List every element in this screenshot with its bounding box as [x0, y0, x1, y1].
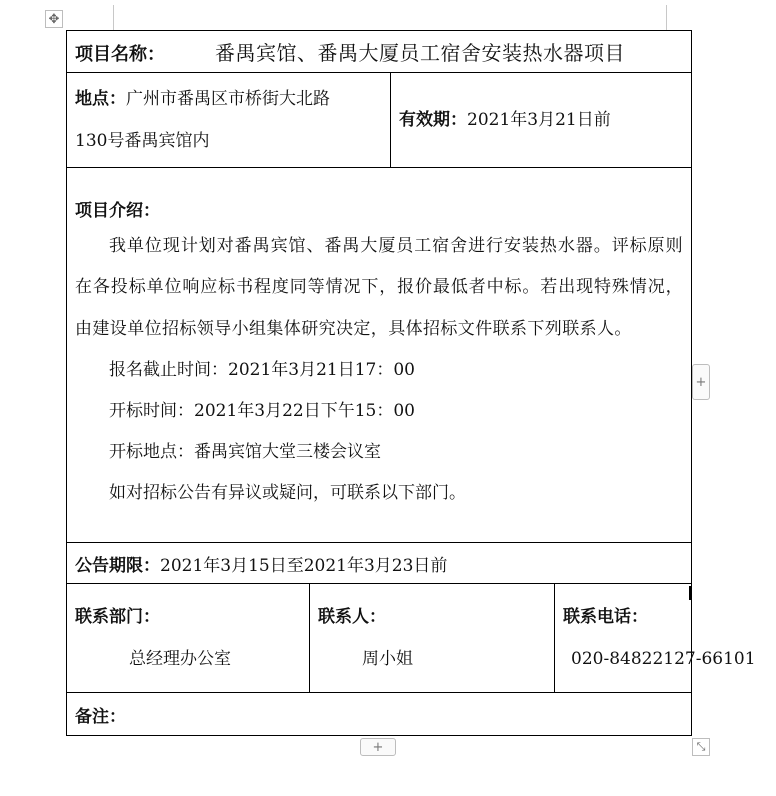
- project-name-value: 番禺宾馆、番禺大厦员工宿舍安装热水器项目: [215, 41, 625, 65]
- contact-dept-label: 联系部门：: [75, 607, 160, 627]
- location-cell[interactable]: [67, 73, 391, 168]
- contact-phone-value: 020-84822127-66101: [571, 649, 756, 669]
- validity-value: 2021年3月21日前: [467, 110, 611, 130]
- remark-cell[interactable]: [67, 693, 692, 736]
- add-row-button[interactable]: [360, 738, 396, 756]
- contact-dept-cell[interactable]: [67, 584, 310, 693]
- intro-cell[interactable]: [67, 168, 692, 543]
- add-column-button[interactable]: [692, 364, 710, 400]
- location-line2: 130号番禺宾馆内: [75, 131, 210, 151]
- margin-mark-top-right: [666, 5, 667, 31]
- move-icon: ✥: [48, 11, 60, 27]
- resize-icon: ⤡: [696, 740, 706, 753]
- notice-period-cell[interactable]: [67, 543, 692, 584]
- location-label: 地点：: [75, 89, 126, 109]
- validity-label: 有效期：: [399, 110, 467, 130]
- notice-period-label: 公告期限：: [75, 555, 160, 576]
- plus-icon: +: [695, 374, 707, 390]
- row-end-marker: [689, 586, 691, 600]
- plus-icon: +: [372, 739, 384, 755]
- bid-opening-place: 开标地点：番禺宾馆大堂三楼会议室: [109, 442, 381, 463]
- contact-person-label: 联系人：: [318, 607, 386, 627]
- intro-paragraph: 我单位现计划对番禺宾馆、番禺大厦员工宿舍进行安装热水器。评标原则在各投标单位响应标书程度同等情况下，报价最低者中标。若出现特殊情况，由建设单位招标领导小组集体研究决定，具体招标文件联系下列联系人。: [75, 235, 683, 339]
- validity-cell[interactable]: [391, 73, 692, 168]
- registration-deadline: 报名截止时间：2021年3月21日17：00: [109, 360, 415, 381]
- objection-contact-note: 如对招标公告有异议或疑问，可联系以下部门。: [109, 483, 466, 504]
- notice-table: [66, 30, 756, 736]
- project-name-label: 项目名称：: [75, 44, 165, 65]
- notice-period-value: 2021年3月15日至2021年3月23日前: [160, 555, 448, 576]
- contact-dept-value: 总经理办公室: [129, 649, 231, 669]
- table-move-handle[interactable]: [45, 10, 63, 28]
- contact-phone-label: 联系电话：: [563, 607, 648, 627]
- table-resize-handle[interactable]: [692, 738, 710, 756]
- bid-opening-time: 开标时间：2021年3月22日下午15：00: [109, 401, 415, 422]
- contact-person-value: 周小姐: [362, 649, 413, 669]
- margin-mark-top-left: [113, 5, 114, 31]
- remark-label: 备注：: [75, 706, 126, 727]
- contact-person-cell[interactable]: [310, 584, 555, 693]
- location-line1: 广州市番禺区市桥街大北路: [126, 89, 330, 109]
- contact-phone-cell[interactable]: [555, 584, 756, 693]
- intro-heading: 项目介绍：: [75, 200, 160, 221]
- project-name-cell[interactable]: [67, 31, 692, 73]
